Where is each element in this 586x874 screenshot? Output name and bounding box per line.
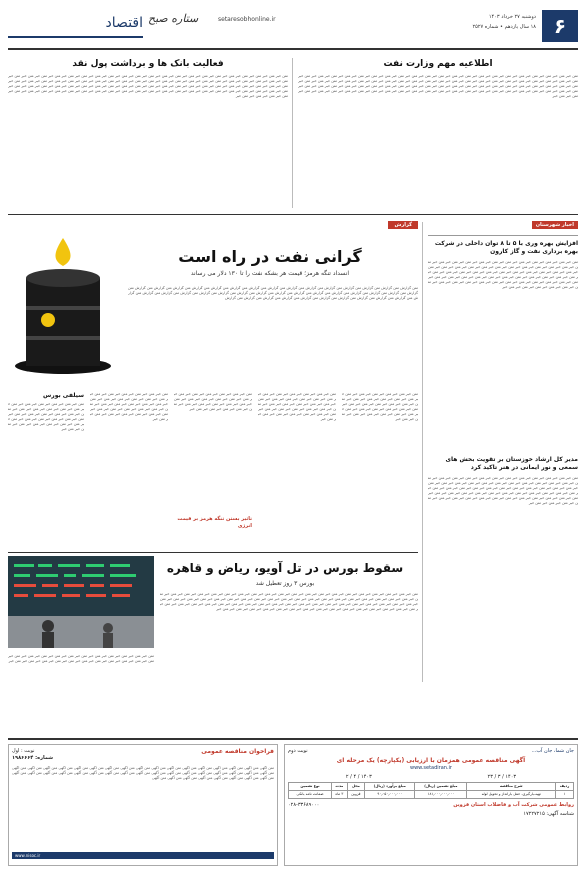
ad-table-head: ردیف bbox=[556, 783, 574, 791]
section-title: اقتصاد bbox=[105, 15, 143, 31]
table-row bbox=[289, 791, 574, 799]
table-cell: ۱ bbox=[556, 791, 574, 799]
page-header bbox=[8, 8, 578, 50]
bourse-feature bbox=[8, 556, 418, 734]
bank-title: فعالیت بانک ها و برداشت پول نقد bbox=[72, 59, 224, 69]
tender-ad-right bbox=[284, 744, 578, 866]
bourse-body: متن خبر متن خبر متن خبر متن خبر متن خبر متن خبر متن خبر متن خبر متن خبر متن خبر متن خبر متن خبر متن خبر متن خبر متن خبر متن خبر متن خبر متن خبر متن خبر متن خبر متن خبر متن خبر متن خبر متن خبر متن خبر متن خبر متن خبر متن خبر متن خبر متن خبر متن خبر متن خبر متن خبر متن خبر متن خبر متن خبر متن خبر متن خبر متن خبر متن خبر متن خبر متن خبر متن خبر متن خبر متن خبر متن خبر متن خبر متن خبر متن خبر متن خبر متن خبر متن خبر متن خبر متن خبر متن خبر متن خبر متن خبر متن خبر متن خبر متن خبر متن خبر متن خبر متن خبر متن خبر متن خبر متن خبر متن خبر متن خبر متن خبر متن خبر متن خبر متن خبر متن خبر bbox=[160, 592, 418, 611]
page-number-badge bbox=[542, 10, 578, 42]
energy-caption: تاثیر بستن تنگه هرمز بر قیمت انرژی bbox=[177, 516, 252, 529]
site-name[interactable]: setaresobhonline.ir bbox=[218, 16, 276, 23]
table-cell: تهیه،بارگیری، حمل بارانداز و تحویل لوله bbox=[467, 791, 556, 799]
ad-right-top bbox=[288, 748, 574, 755]
section-bar bbox=[8, 14, 143, 38]
logo-text: ستاره صبح bbox=[148, 12, 199, 25]
table-cell: قزوین bbox=[347, 791, 364, 799]
bourse-lead: بورس ۳ روز تعطیل شد bbox=[255, 580, 315, 587]
ad-right-title: آگهی مناقصه عمومی همزمان با ارزیابی (یکپارچه) یک مرحله ای bbox=[336, 756, 526, 764]
ad-right-round: نوبت دوم bbox=[288, 748, 308, 754]
ad-right-company: روابط عمومی شرکت آب و فاضلاب استان قزوین bbox=[453, 802, 574, 809]
oil-body: متن گزارش متن گزارش متن گزارش متن گزارش متن گزارش متن گزارش متن گزارش متن گزارش متن گزارش متن گزارش متن گزارش متن گزارش متن گزارش متن گزارش متن گزارش متن گزارش متن گزارش متن گزارش متن گزارش متن گزارش متن گزارش متن گزارش متن گزارش متن گزارش متن گزارش متن گزارش متن گزارش متن گزارش متن گزارش متن گزارش متن گزارش متن گزارش متن گزارش متن گزارش متن گزارش متن گزارش متن گزارش متن گزارش متن گزارش متن گزارش متن گزارش bbox=[128, 286, 418, 300]
ad-right-date-2: ۱۴۰۳ / ۴ / ۲ bbox=[345, 773, 372, 780]
ad-table-head-row bbox=[289, 783, 574, 791]
page-number: ۶ bbox=[553, 14, 567, 38]
sidebar bbox=[428, 222, 578, 682]
ad-right-code: شناسه آگهی: ۱۷۲۲۷۲۱۵ bbox=[523, 810, 574, 817]
table-cell: ضمانت نامه بانکی bbox=[289, 791, 332, 799]
header-rule bbox=[8, 48, 578, 50]
left-column-right bbox=[8, 392, 84, 552]
bourse-left-body: متن خبر متن خبر متن خبر متن خبر متن خبر متن خبر متن خبر متن خبر متن خبر متن خبر متن خبر متن خبر متن خبر متن خبر متن خبر متن خبر متن خبر متن خبر متن خبر متن خبر متن خبر متن خبر bbox=[8, 654, 154, 663]
sidebar-kicker-tag: اخبار شهرستان bbox=[532, 221, 578, 229]
ad-left-site[interactable]: www.nisoc.ir bbox=[15, 852, 41, 858]
tender-ad-left bbox=[8, 744, 278, 866]
ad-table-head: نوع تضمین bbox=[289, 783, 332, 791]
ad-table-head: محل bbox=[347, 783, 364, 791]
mid-column-2-body: متن خبر متن خبر متن خبر متن خبر متن خبر متن خبر متن خبر متن خبر متن خبر متن خبر متن خبر متن خبر متن خبر متن خبر متن خبر متن خبر متن خبر متن خبر متن خبر متن خبر متن خبر متن خبر bbox=[174, 392, 252, 411]
oil-barrels-image bbox=[8, 228, 118, 378]
oil-kicker bbox=[388, 222, 418, 229]
mid-body: متن خبر متن خبر متن خبر متن خبر متن خبر متن خبر متن خبر متن خبر متن خبر متن خبر متن خبر متن خبر متن خبر متن خبر متن خبر متن خبر متن خبر متن خبر متن خبر متن خبر متن خبر متن خبر متن خبر متن خبر متن خبر متن خبر متن خبر متن خبر متن خبر متن خبر متن خبر متن خبر متن خبر متن خبر متن خبر متن خبر متن خبر متن خبر متن خبر متن خبر متن خبر متن خبر متن خبر متن خبر متن خبر متن خبر متن خبر متن خبر متن خبر متن خبر متن خبر متن خبر متن خبر متن خبر متن خبر متن خبر متن خبر متن خبر متن خبر متن خبر bbox=[428, 476, 578, 505]
mid-column-4: متن خبر متن خبر متن خبر متن خبر متن خبر متن خبر متن خبر متن خبر متن خبر متن خبر متن خبر متن خبر متن خبر متن خبر متن خبر متن خبر متن خبر متن خبر متن خبر متن خبر متن خبر متن خبر متن خبر متن خبر متن خبر متن خبر متن خبر متن خبر متن خبر متن خبر bbox=[342, 392, 418, 421]
ad-left-header bbox=[12, 748, 274, 762]
oil-feature bbox=[8, 222, 418, 387]
mid-column-1: متن خبر متن خبر متن خبر متن خبر متن خبر متن خبر متن خبر متن خبر متن خبر متن خبر متن خبر متن خبر متن خبر متن خبر متن خبر متن خبر متن خبر متن خبر متن خبر متن خبر متن خبر متن خبر متن خبر متن خبر متن خبر متن خبر متن خبر متن خبر متن خبر متن خبر bbox=[90, 392, 168, 421]
ad-left-meta bbox=[12, 748, 53, 762]
column-right-body: متن خبر متن خبر متن خبر متن خبر متن خبر متن خبر متن خبر متن خبر متن خبر متن خبر متن خبر متن خبر متن خبر متن خبر متن خبر متن خبر متن خبر متن خبر متن خبر متن خبر متن خبر متن خبر متن خبر متن خبر متن خبر متن خبر متن خبر متن خبر متن خبر متن خبر bbox=[8, 402, 84, 432]
ad-left-stamp bbox=[201, 748, 274, 756]
ad-left-title: فراخوان مناقصه عمومی bbox=[201, 748, 274, 755]
sidebar-headline: افزایش بهره وری با ۵ تا ۸ توان داخلی در شرکت بهره برداری نفت و گاز کارون bbox=[434, 240, 578, 255]
bank-article bbox=[8, 56, 288, 216]
column-right-title: سیلفی بورس bbox=[42, 392, 84, 399]
ad-right-date-1: ۱۴۰۳ / ۳ / ۲۳ bbox=[487, 773, 517, 780]
bourse-title: سقوط بورس در تل آویو، ریاض و قاهره bbox=[166, 561, 404, 575]
ad-left-body: متن آگهی متن آگهی متن آگهی متن آگهی متن آگهی متن آگهی متن آگهی متن آگهی متن آگهی متن آگهی متن آگهی متن آگهی متن آگهی متن آگهی متن آگهی متن آگهی متن آگهی متن آگهی متن آگهی متن آگهی متن آگهی متن آگهی متن آگهی متن آگهی متن آگهی متن آگهی متن آگهی متن آگهی متن آگهی متن آگهی متن آگهی متن آگهی متن آگهی متن آگهی متن آگهی متن آگهی متن آگهی متن آگهی متن آگهی متن آگهی متن آگهی متن آگهی bbox=[12, 765, 274, 780]
oil-title: گرانی نفت در راه است bbox=[178, 247, 362, 266]
mid-column-3: متن خبر متن خبر متن خبر متن خبر متن خبر متن خبر متن خبر متن خبر متن خبر متن خبر متن خبر متن خبر متن خبر متن خبر متن خبر متن خبر متن خبر متن خبر متن خبر متن خبر متن خبر متن خبر متن خبر متن خبر متن خبر متن خبر متن خبر متن خبر متن خبر متن خبر bbox=[258, 392, 336, 421]
ministry-article bbox=[298, 56, 578, 216]
oil-kicker-tag: گزارش bbox=[388, 221, 418, 229]
ad-right-phone: ۰۲۸-۳۳۶۸۹۰۰۰ bbox=[288, 802, 320, 809]
oil-lead: انسداد تنگه هرمز؛ قیمت هر بشکه نفت را تا ۱۳۰ دلار می رساند bbox=[190, 270, 350, 277]
oil-barrel-icon bbox=[8, 228, 118, 378]
ad-table-head: مبلغ برآورد (ریال) bbox=[365, 783, 415, 791]
stock-board-icon bbox=[8, 556, 154, 648]
sidebar-body: متن خبر متن خبر متن خبر متن خبر متن خبر متن خبر متن خبر متن خبر متن خبر متن خبر متن خبر متن خبر متن خبر متن خبر متن خبر متن خبر متن خبر متن خبر متن خبر متن خبر متن خبر متن خبر متن خبر متن خبر متن خبر متن خبر متن خبر متن خبر متن خبر متن خبر متن خبر متن خبر متن خبر متن خبر متن خبر متن خبر متن خبر متن خبر متن خبر متن خبر متن خبر متن خبر متن خبر متن خبر متن خبر متن خبر متن خبر متن خبر متن خبر متن خبر متن خبر متن خبر متن خبر متن خبر متن خبر متن خبر متن خبر متن خبر متن خبر متن خبر متن خبر متن خبر bbox=[428, 260, 578, 289]
table-cell: ۳ ماه bbox=[331, 791, 347, 799]
ad-left-footer bbox=[12, 852, 274, 859]
row-rule-2 bbox=[8, 552, 418, 553]
mid-headline: مدیر کل ارشاد خوزستان بر تقویت بخش های سمعی و نور ایمانی در هنر تاکید کرد bbox=[445, 456, 578, 471]
column-divider bbox=[292, 58, 293, 208]
ads-rule bbox=[8, 738, 578, 740]
ad-right-footer bbox=[288, 802, 574, 809]
ad-table-head: شرح مناقصه bbox=[467, 783, 556, 791]
row-rule-1 bbox=[8, 214, 578, 215]
table-cell: ۹۰٫۰۵۰٫۰۰۰٫۰۰۰ bbox=[365, 791, 415, 799]
ad-table-head: مبلغ تضمین (ریال) bbox=[415, 783, 467, 791]
mid-column-2 bbox=[174, 392, 252, 552]
sidebar-kicker bbox=[428, 222, 578, 236]
ministry-title: اطلاعیه مهم وزارت نفت bbox=[383, 59, 493, 69]
ad-table-head: مدت bbox=[331, 783, 347, 791]
ministry-body: متن خبر متن خبر متن خبر متن خبر متن خبر متن خبر متن خبر متن خبر متن خبر متن خبر متن خبر متن خبر متن خبر متن خبر متن خبر متن خبر متن خبر متن خبر متن خبر متن خبر متن خبر متن خبر متن خبر متن خبر متن خبر متن خبر متن خبر متن خبر متن خبر متن خبر متن خبر متن خبر متن خبر متن خبر متن خبر متن خبر متن خبر متن خبر متن خبر متن خبر متن خبر متن خبر متن خبر متن خبر متن خبر متن خبر متن خبر متن خبر متن خبر متن خبر متن خبر متن خبر متن خبر متن خبر متن خبر متن خبر متن خبر متن خبر متن خبر متن خبر متن خبر متن خبر متن خبر متن خبر متن خبر متن خبر متن خبر متن خبر متن خبر متن خبر متن خبر متن خبر متن خبر متن خبر متن خبر متن خبر متن خبر متن خبر متن خبر متن خبر متن خبر متن خبر متن خبر متن خبر متن خبر متن خبر bbox=[298, 74, 578, 99]
stock-board-photo bbox=[8, 556, 154, 648]
ad-right-site[interactable]: www.setadiran.ir bbox=[410, 764, 452, 771]
issue-line: ۱۸ سال یازدهم • شماره ۲۵۲۷ bbox=[472, 24, 536, 30]
ad-right-table bbox=[288, 782, 574, 799]
ad-left-round: نوبت : اول bbox=[12, 748, 35, 754]
ad-left-code: شماره: ۱۹۸۶۶۶۴ bbox=[12, 754, 54, 761]
date-line: دوشنبه ۲۷ خرداد ۱۴۰۳ bbox=[488, 14, 536, 20]
ad-right-dates bbox=[288, 774, 574, 781]
ad-right-slogan: جان شما، جان آب... bbox=[531, 748, 574, 754]
bank-body: متن خبر متن خبر متن خبر متن خبر متن خبر متن خبر متن خبر متن خبر متن خبر متن خبر متن خبر متن خبر متن خبر متن خبر متن خبر متن خبر متن خبر متن خبر متن خبر متن خبر متن خبر متن خبر متن خبر متن خبر متن خبر متن خبر متن خبر متن خبر متن خبر متن خبر متن خبر متن خبر متن خبر متن خبر متن خبر متن خبر متن خبر متن خبر متن خبر متن خبر متن خبر متن خبر متن خبر متن خبر متن خبر متن خبر متن خبر متن خبر متن خبر متن خبر متن خبر متن خبر متن خبر متن خبر متن خبر متن خبر متن خبر متن خبر متن خبر متن خبر متن خبر متن خبر متن خبر متن خبر متن خبر متن خبر متن خبر متن خبر متن خبر متن خبر متن خبر متن خبر متن خبر متن خبر متن خبر متن خبر متن خبر متن خبر متن خبر متن خبر متن خبر متن خبر متن خبر متن خبر متن خبر متن خبر متن خبر متن خبر bbox=[8, 74, 288, 99]
table-cell: ۱۸۱٫۰۰۰٫۰۰۰٫۰۰۰ bbox=[415, 791, 467, 799]
sidebar-divider bbox=[422, 222, 423, 682]
logo bbox=[148, 12, 198, 27]
